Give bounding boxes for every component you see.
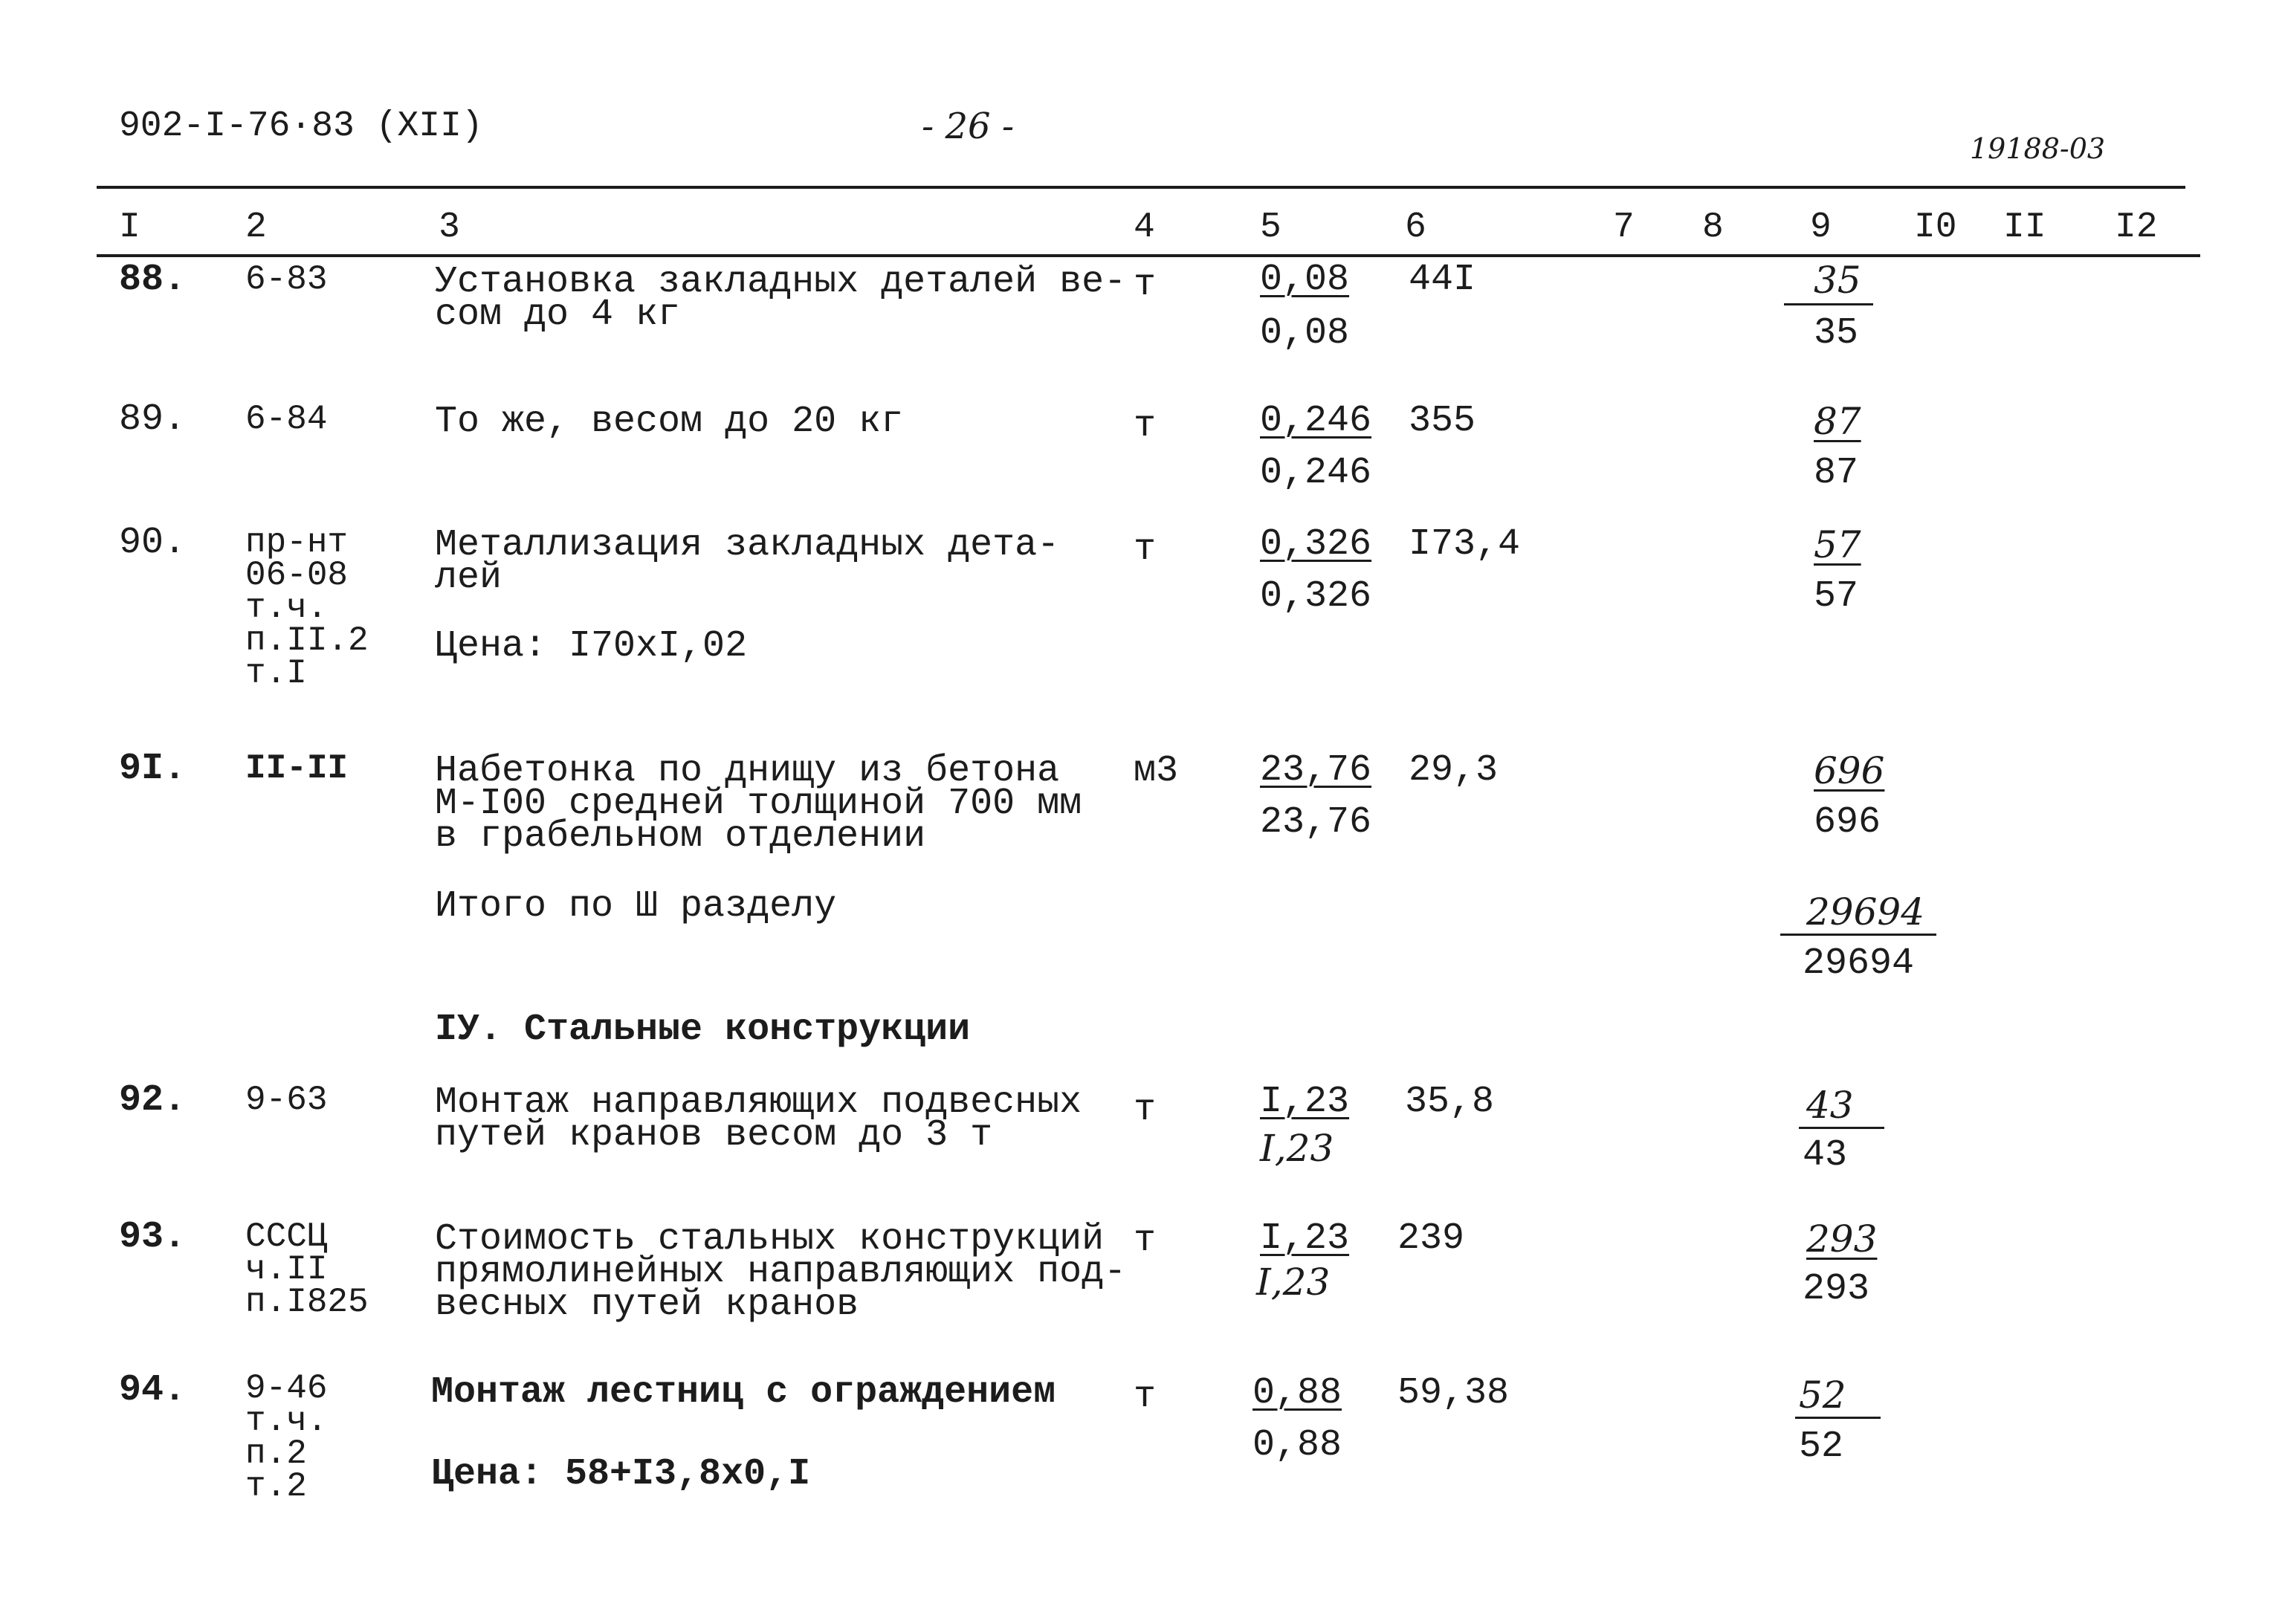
row-number: 94. (119, 1369, 187, 1411)
row-total-top: 35 (1814, 259, 1861, 302)
row-description: Металлизация закладных дета- (435, 524, 1060, 566)
column-header: 8 (1702, 207, 1724, 248)
row-code: т.ч. (245, 1402, 328, 1440)
row-qty-bottom: 0,246 (1260, 452, 1372, 494)
row-description: Установка закладных деталей ве- (435, 261, 1127, 303)
row-price: 239 (1397, 1217, 1465, 1260)
row-code: пр-нт (245, 523, 349, 562)
row-description: Стоимость стальных конструкций (435, 1218, 1105, 1261)
row-code: СССЦ (245, 1217, 328, 1256)
row-unit: т (1134, 1220, 1157, 1262)
row-qty-bottom: I,23 (1256, 1261, 1331, 1304)
row-price-note: Цена: 58+I3,8x0,I (431, 1453, 811, 1495)
column-header: II (2003, 207, 2046, 248)
row-price: 44I (1409, 259, 1476, 301)
row-description: путей кранов весом до 3 т (435, 1114, 993, 1156)
row-total-top: 52 (1799, 1374, 1846, 1417)
row-price: 355 (1409, 400, 1476, 442)
row-number: 9I. (119, 748, 187, 790)
column-header: 4 (1134, 207, 1155, 248)
row-unit: т (1134, 264, 1157, 306)
row-description: Монтаж направляющих подвесных (435, 1081, 1082, 1124)
row-price-note: Цена: I70xI,02 (435, 625, 748, 667)
row-description: лей (435, 557, 502, 599)
column-header: 2 (245, 207, 267, 248)
row-description: Набетонка по днищу из бетона (435, 750, 1060, 792)
row-number: 89. (119, 398, 187, 441)
row-qty-top: 0,88 (1252, 1372, 1342, 1414)
row-price: 35,8 (1405, 1081, 1495, 1123)
row-code: 6-84 (245, 400, 328, 439)
fraction-line (1799, 1127, 1884, 1129)
row-code: 6-83 (245, 260, 328, 299)
page-number: - 26 - (922, 106, 1015, 147)
column-header: 9 (1810, 207, 1832, 248)
subtotal-bottom: 29694 (1803, 942, 1915, 985)
row-qty-top: 0,326 (1260, 523, 1372, 566)
row-code: 06-08 (245, 556, 349, 595)
row-description: в грабельном отделении (435, 815, 926, 858)
row-number: 88. (119, 259, 187, 301)
row-unit: т (1134, 405, 1157, 447)
row-code: 9-63 (245, 1081, 328, 1119)
subtotal-label: Итого по Ш разделу (435, 885, 837, 928)
row-description: М-I00 средней толщиной 700 мм (435, 783, 1082, 825)
row-code: 9-46 (245, 1369, 328, 1408)
row-total-top: 87 (1814, 400, 1861, 443)
row-description: сом до 4 кг (435, 294, 681, 336)
row-unit: т (1134, 1376, 1157, 1418)
row-qty-bottom: 0,08 (1260, 312, 1350, 355)
header-rule-top (97, 186, 2185, 189)
fraction-line (1784, 303, 1873, 305)
header-rule-bottom (97, 254, 2200, 257)
archive-stamp: 19188-03 (1970, 132, 2106, 165)
row-unit: т (1134, 528, 1157, 571)
row-description: весных путей кранов (435, 1284, 859, 1326)
row-code: п.I825 (245, 1283, 369, 1321)
row-qty-top: I,23 (1260, 1081, 1350, 1123)
row-code: т.2 (245, 1467, 307, 1506)
column-header: I2 (2115, 207, 2158, 248)
row-description: прямолинейных направляющих под- (435, 1251, 1127, 1293)
row-total-bottom: 43 (1803, 1134, 1848, 1177)
row-qty-top: I,23 (1260, 1217, 1350, 1260)
row-total-bottom: 57 (1814, 575, 1859, 618)
row-qty-bottom: I,23 (1260, 1127, 1334, 1170)
row-total-bottom: 87 (1814, 452, 1859, 494)
row-total-bottom: 52 (1799, 1426, 1844, 1468)
row-qty-top: 0,08 (1260, 259, 1350, 301)
fraction-line (1795, 1417, 1881, 1419)
row-total-bottom: 35 (1814, 312, 1859, 355)
row-unit: м3 (1134, 750, 1179, 792)
row-description: Монтаж лестниц с ограждением (431, 1371, 1056, 1414)
section-heading: IУ. Стальные конструкции (435, 1009, 971, 1051)
row-qty-top: 23,76 (1260, 749, 1372, 792)
row-total-top: 696 (1814, 749, 1885, 792)
row-qty-bottom: 0,88 (1252, 1424, 1342, 1466)
row-total-top: 293 (1806, 1217, 1878, 1261)
row-number: 90. (119, 522, 187, 564)
row-code: ч.II (245, 1250, 328, 1289)
row-total-top: 43 (1806, 1084, 1854, 1127)
row-unit: т (1134, 1089, 1157, 1131)
column-header: I (119, 207, 140, 248)
column-header: 5 (1260, 207, 1281, 248)
column-header: 3 (439, 207, 460, 248)
row-qty-bottom: 23,76 (1260, 801, 1372, 844)
column-header: I0 (1914, 207, 1957, 248)
row-code: т.I (245, 654, 307, 693)
row-number: 92. (119, 1079, 187, 1122)
row-description: То же, весом до 20 кг (435, 401, 904, 443)
fraction-line (1780, 934, 1936, 936)
row-total-top: 57 (1814, 523, 1861, 566)
subtotal-top: 29694 (1806, 890, 1925, 934)
doc-code: 902-I-76·83 (XII) (119, 106, 483, 146)
row-total-bottom: 293 (1803, 1268, 1870, 1310)
row-qty-bottom: 0,326 (1260, 575, 1372, 618)
row-number: 93. (119, 1216, 187, 1258)
row-total-bottom: 696 (1814, 801, 1881, 844)
row-price: 29,3 (1409, 749, 1499, 792)
column-header: 6 (1405, 207, 1426, 248)
row-code: II-II (245, 749, 349, 788)
row-price: I73,4 (1409, 523, 1521, 566)
row-price: 59,38 (1397, 1372, 1510, 1414)
row-code: п.II.2 (245, 621, 369, 660)
row-code: п.2 (245, 1434, 307, 1473)
column-header: 7 (1613, 207, 1635, 248)
row-code: т.ч. (245, 589, 328, 627)
row-qty-top: 0,246 (1260, 400, 1372, 442)
